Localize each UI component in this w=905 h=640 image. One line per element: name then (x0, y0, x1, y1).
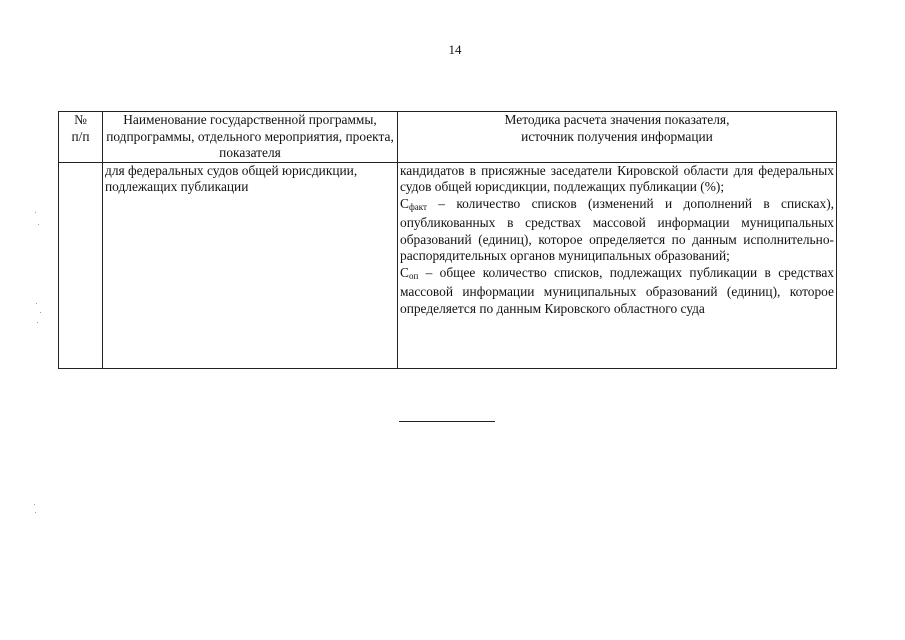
header-name-label: Наименование государственной программы, подпрограммы, отдельного мероприятия, проекта, показателя (106, 112, 394, 160)
end-rule (399, 421, 495, 422)
scan-speck (38, 224, 39, 225)
table-header-row (59, 112, 837, 163)
row-name-cell (103, 162, 398, 368)
row-name: для федеральных судов общей юрисдикции, подлежащих публикации (105, 162, 358, 194)
op-symbol: С (400, 264, 409, 280)
fact-symbol: С (400, 195, 409, 211)
header-number-label: № п/п (71, 112, 90, 144)
header-number (59, 112, 103, 163)
row-number-cell (59, 162, 103, 368)
fact-subscript: факт (408, 201, 427, 212)
op-subscript: оп (408, 270, 419, 281)
page-number: 14 (448, 42, 462, 57)
scan-speck (40, 312, 41, 313)
op-text: – общее количество списков, подлежащих публикации в средствах массовой информации муниципальных образований (единиц), которое определяется по данным Кировского областного суда (400, 264, 834, 316)
method-op-definition (400, 265, 834, 318)
fact-text: – количество списков (изменений и дополнений в списках), опубликованных в средствах массовой информации муниципальных образований (единиц), которое определяется по данным исполнительно-распорядительных органов муниципальных образований; (400, 195, 834, 263)
scan-speck (34, 504, 35, 505)
scan-speck (37, 322, 38, 323)
row-method-cell (398, 162, 837, 368)
method-intro: кандидатов в присяжные заседатели Кировской области для федеральных судов общей юрисдикции, подлежащих публикации (%); (400, 162, 834, 194)
header-method-label: Методика расчета значения показателя, источник получения информации (504, 112, 730, 144)
header-name (103, 112, 398, 163)
scan-speck (35, 212, 36, 213)
scan-speck (35, 512, 36, 513)
table-row (59, 162, 837, 368)
method-fact-definition (400, 196, 834, 265)
header-method (398, 112, 837, 163)
scan-speck (36, 303, 37, 304)
methodology-table (58, 111, 837, 369)
